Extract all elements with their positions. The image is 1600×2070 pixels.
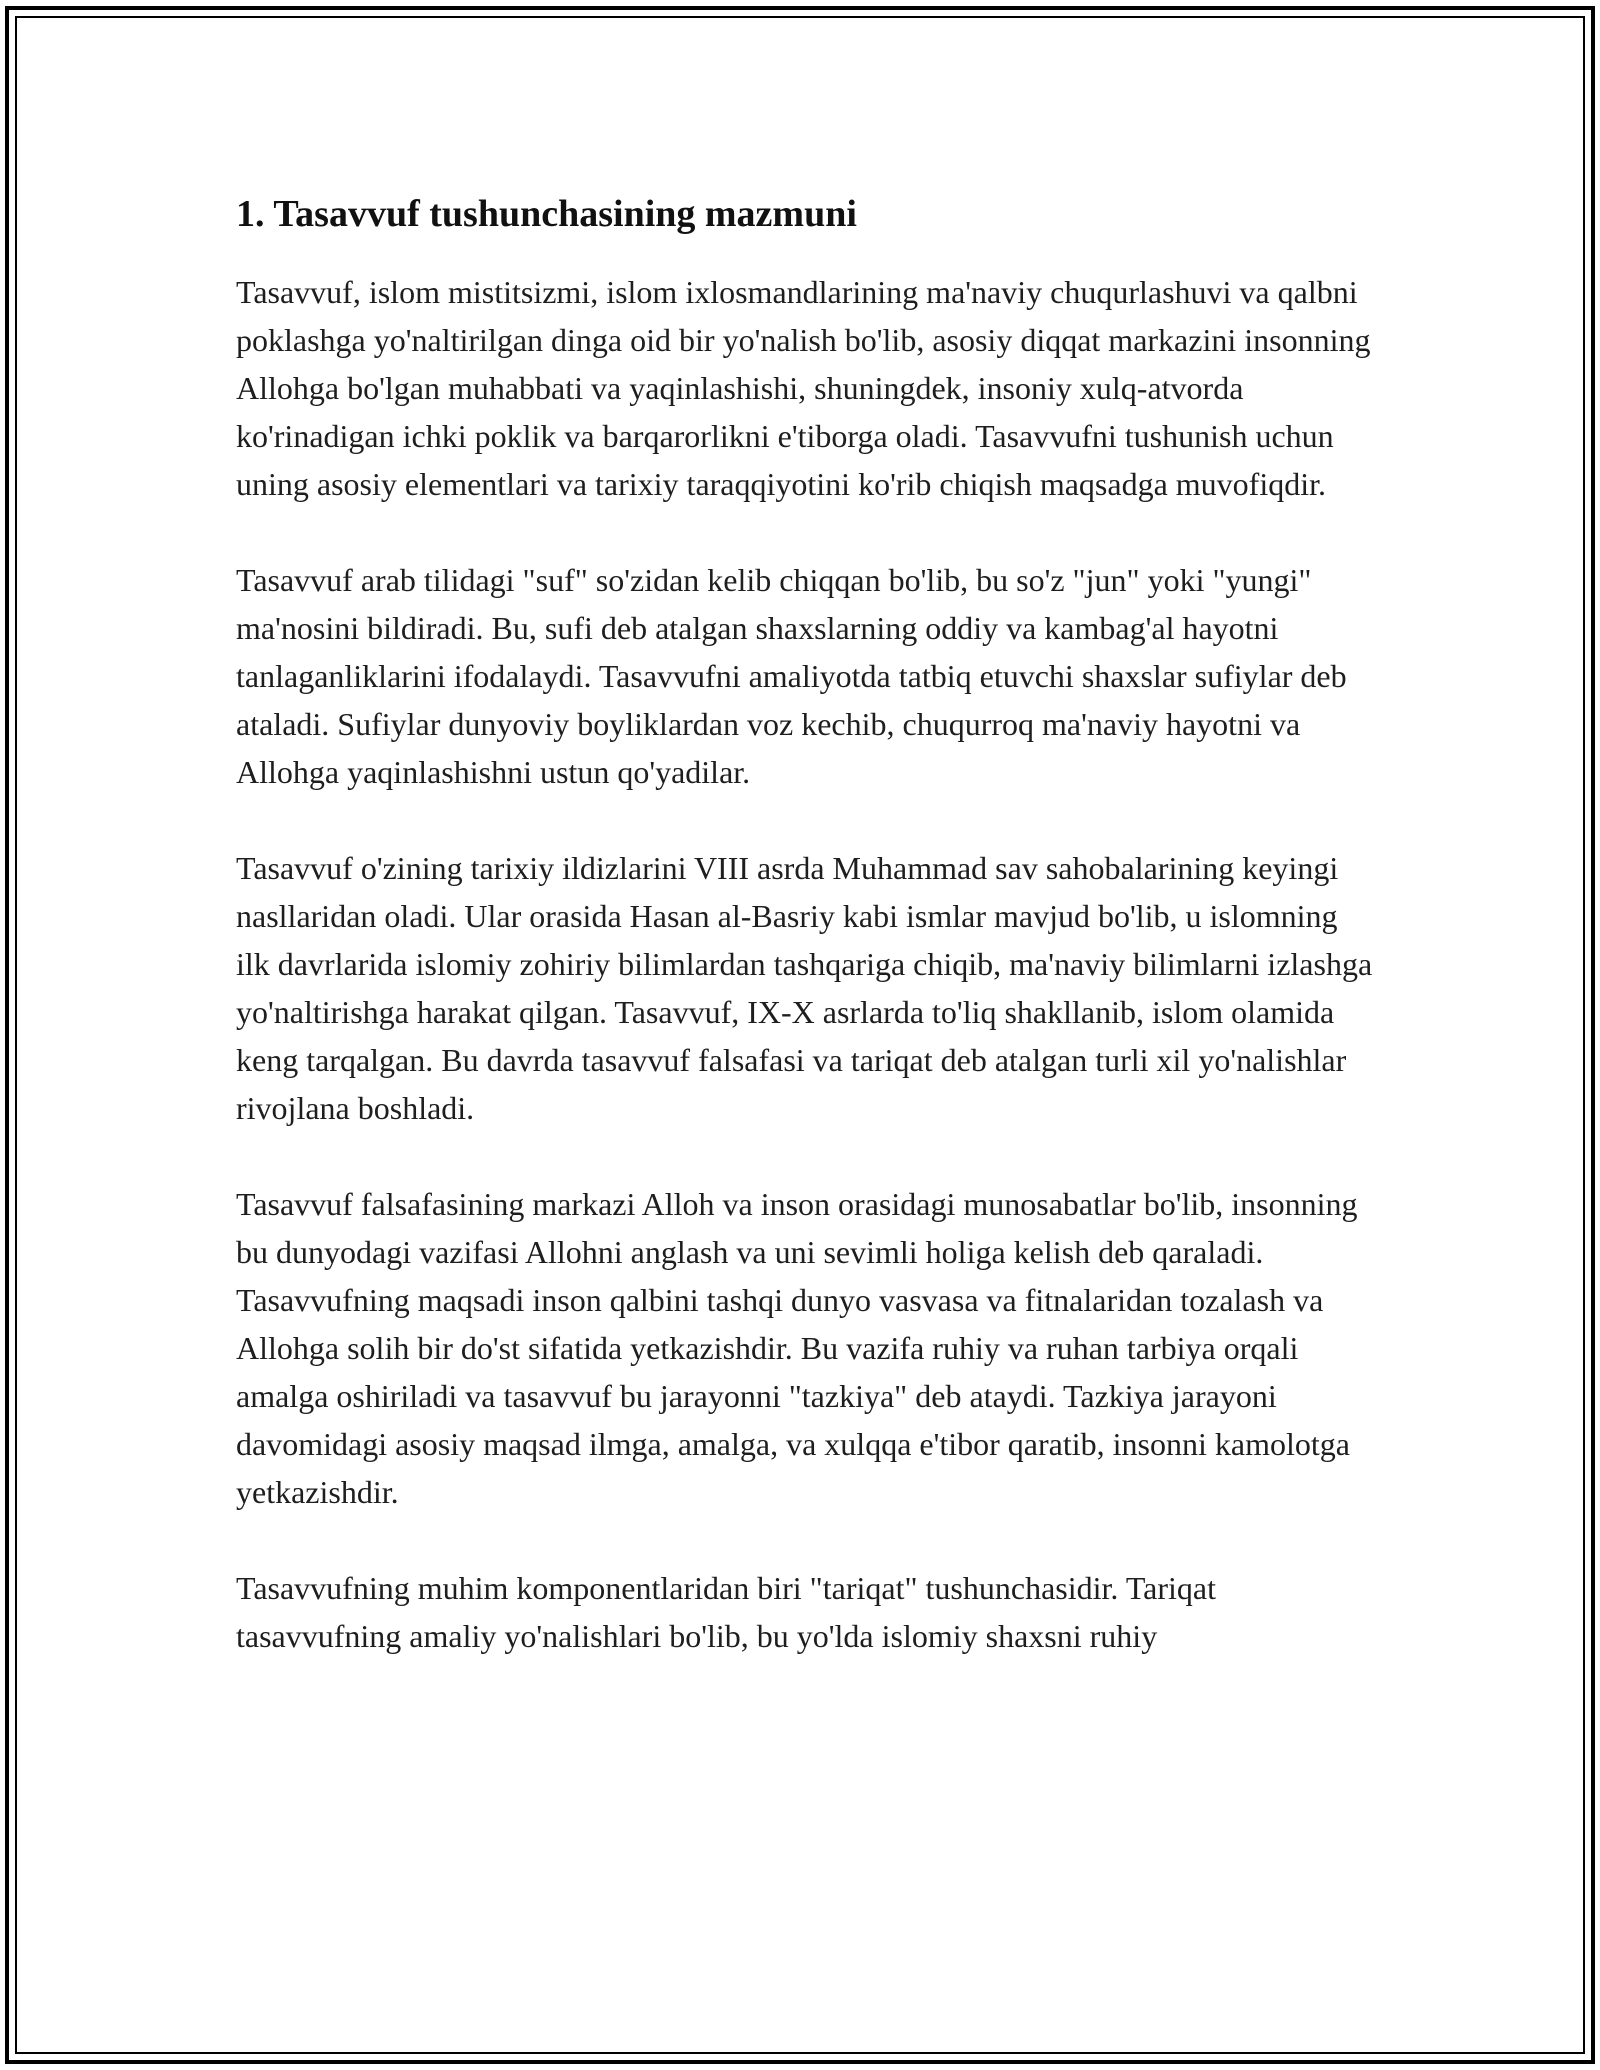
paragraph-1: Tasavvuf, islom mistitsizmi, islom ixlosmandlarining ma'naviy chuqurlashuvi va qalbni poklashga yo'naltirilgan dinga oid bir yo'nalish bo'lib, asosiy diqqat markazini insonning Allohga bo'lgan muhabbati va yaqinlashishi, shuningdek, insoniy xulq-atvorda ko'rinadigan ichki poklik va barqarorlikni e'tiborga oladi. Tasavvufni tushunish uchun uning asosiy elementlari va tarixiy taraqqiyotini ko'rib chiqish maqsadga muvofiqdir.: [236, 274, 1371, 502]
paragraph-4: Tasavvuf falsafasining markazi Alloh va inson orasidagi munosabatlar bo'lib, insonning bu dunyodagi vazifasi Allohni anglash va uni sevimli holiga kelish deb qaraladi. Tasavvufning maqsadi inson qalbini tashqi dunyo vasvasa va fitnalaridan tozalash va Allohga solih bir do'st sifatida yetkazishdir. Bu vazifa ruhiy va ruhan tarbiya orqali amalga oshiriladi va tasavvuf bu jarayonni "tazkiya" deb ataydi. Tazkiya jarayoni davomidagi asosiy maqsad ilmga, amalga, va xulqqa e'tibor qaratib, insonni kamolotga yetkazishdir.: [236, 1186, 1358, 1510]
document-body: [236, 186, 1376, 1708]
section-heading: 1. Tasavvuf tushunchasining mazmuni: [236, 193, 857, 235]
paragraph-3: Tasavvuf o'zining tarixiy ildizlarini VIII asrda Muhammad sav sahobalarining keyingi nasllaridan oladi. Ular orasida Hasan al-Basriy kabi ismlar mavjud bo'lib, u islomning ilk davrlarida islomiy zohiriy bilimlardan tashqariga chiqib, ma'naviy bilimlarni izlashga yo'naltirishga harakat qilgan. Tasavvuf, IX-X asrlarda to'liq shakllanib, islom olamida keng tarqalgan. Bu davrda tasavvuf falsafasi va tariqat deb atalgan turli xil yo'nalishlar rivojlana boshladi.: [236, 850, 1373, 1126]
paragraph-5: Tasavvufning muhim komponentlaridan biri "tariqat" tushunchasidir. Tariqat tasavvufning amaliy yo'nalishlari bo'lib, bu yo'lda islomiy shaxsni ruhiy: [236, 1570, 1216, 1654]
paragraph-2: Tasavvuf arab tilidagi "suf" so'zidan kelib chiqqan bo'lib, bu so'z "jun" yoki "yungi" ma'nosini bildiradi. Bu, sufi deb atalgan shaxslarning oddiy va kambag'al hayotni tanlaganliklarini ifodalaydi. Tasavvufni amaliyotda tatbiq etuvchi shaxslar sufiylar deb ataladi. Sufiylar dunyoviy boyliklardan voz kechib, chuqurroq ma'naviy hayotni va Allohga yaqinlashishni ustun qo'yadilar.: [236, 562, 1347, 790]
